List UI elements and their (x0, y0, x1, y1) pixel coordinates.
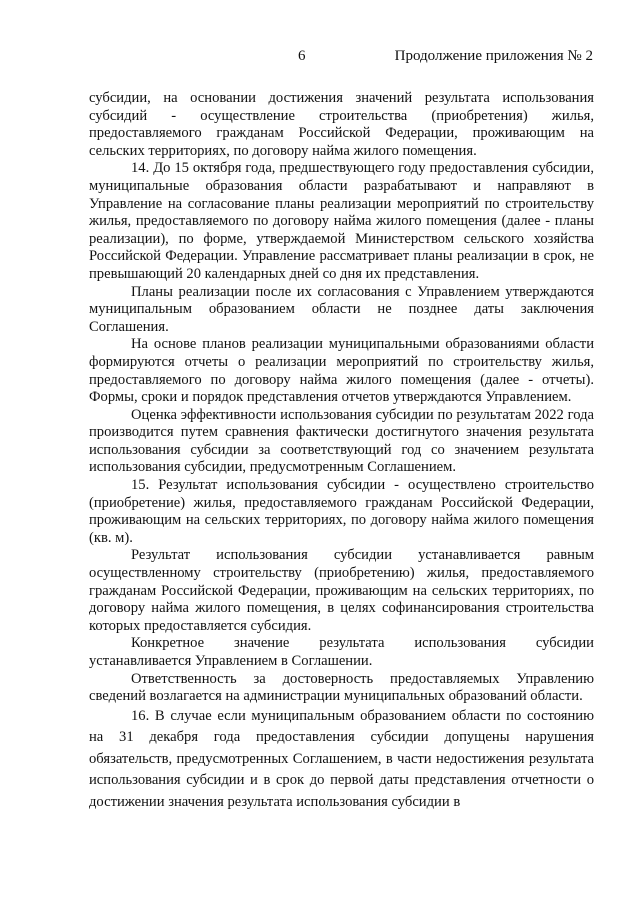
page-number: 6 (298, 48, 306, 64)
paragraph-continuation: субсидии, на основании достижения значений результата использования субсидий - осуществление строительства (приобретения) жилья, предоставляемого гражданам Российской Федерации, проживающим на сельских территориях, по договору найма жилого помещения. (89, 90, 594, 159)
paragraph-result-definition: Результат использования субсидии устанавливается равным осуществленному строительству (приобретению) жилья, предоставляемого гражданам Российской Федерации, проживающим на сельских территориях, по договору найма жилого помещения, в целях софинансирования строительства которых предоставляется субсидия. (89, 547, 594, 634)
paragraph-item-16: 16. В случае если муниципальным образованием области по состоянию на 31 декабря года предоставления субсидии допущены нарушения обязательств, предусмотренных Соглашением, в части недостижения результата использования субсидии и в срок до первой даты представления отчетности о достижении значения результата использования субсидии в (89, 707, 594, 810)
paragraph-item-15: 15. Результат использования субсидии - осуществлено строительство (приобретение) жилья, предоставляемого гражданам Российской Федерации, проживающим на сельских территориях, по договору найма жилого помещения (кв. м). (89, 477, 594, 546)
paragraph-reports: На основе планов реализации муниципальными образованиями области формируются отчеты о реализации мероприятий по строительству жилья, предоставляемого по договору найма жилого помещения (далее - отчеты). Формы, сроки и порядок представления отчетов утверждаются Управлением. (89, 336, 594, 406)
appendix-continuation-title: Продолжение приложения № 2 (394, 48, 593, 64)
paragraph-item-14: 14. До 15 октября года, предшествующего году предоставления субсидии, муниципальные образования области разрабатывают и направляют в Управление на согласование планы реализации мероприятий по строительству жилья, предоставляемого по договору найма жилого помещения (далее - планы реализации), по форме, утверждаемой Министерством сельского хозяйства Российской Федерации. Управление рассматривает планы реализации в срок, не превышающий 20 календарных дней со дня их представления. (89, 160, 594, 282)
paragraph-efficiency-assessment: Оценка эффективности использования субсидии по результатам 2022 года производится путем сравнения фактически достигнутого значения результата использования субсидии за соответствующий год со значением результата использования субсидии, предусмотренным Соглашением. (89, 406, 594, 476)
paragraph-responsibility: Ответственность за достоверность предоставляемых Управлению сведений возлагается на администрации муниципальных образований области. (89, 670, 594, 705)
paragraph-plans-approval: Планы реализации после их согласования с Управлением утверждаются муниципальным образованием области не позднее даты заключения Соглашения. (89, 283, 594, 335)
paragraph-result-value: Конкретное значение результата использования субсидии устанавливается Управлением в Соглашении. (89, 635, 594, 669)
document-body (89, 90, 594, 813)
